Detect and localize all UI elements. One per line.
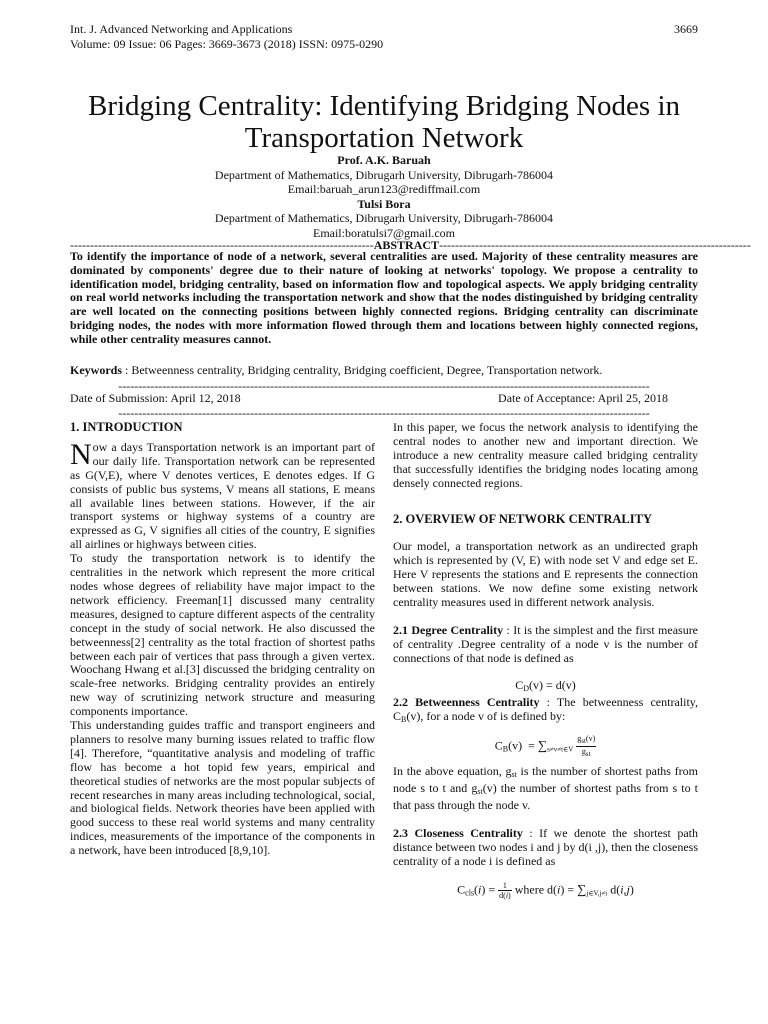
paragraph — [70, 437, 375, 552]
abstract-label: ABSTRACT — [373, 238, 440, 252]
fraction: $\frac{\text{gst(v)}}{\text{gst}}$ — [577, 734, 596, 759]
keywords-list: : Betweenness centrality, Bridging centrality, Bridging coefficient, Degree, Transportation network. — [122, 363, 603, 377]
author-affiliation: Department of Mathematics, Dibrugarh University, Dibrugarh-786004 — [214, 167, 554, 182]
paragraph-text: ow a days Transportation network is an important part of our daily life. Transportation network can be represented as G(V,E), where V denotes vertices, E denotes edges. If G consists of public bus systems, V means all stations, E means all available lines between stations. However, if the air transport systems or highway systems of a country are expressed as G, V signifies all cities of the country, E signifies all airlines or highways between cities. — [70, 439, 375, 552]
paragraph — [393, 827, 698, 869]
paragraph — [393, 624, 698, 666]
volume-info: Volume: 09 Issue: 06 Pages: 3669-3673 (2018) ISSN: 0975-0290 — [70, 37, 384, 51]
paper-title: Bridging Centrality: Identifying Bridging Nodes in Transportation Network — [87, 90, 681, 154]
author-name: Prof. A.K. Baruah — [337, 153, 431, 167]
paragraph-text: In the above equation, — [393, 764, 506, 779]
left-column — [70, 421, 375, 858]
dates-line — [70, 391, 698, 405]
paragraph: In the above equation, $g_{st}$ is the number of shortest paths from node s to t and $g_{st}(v)$ the number of shortest paths from s to t that pass through the node v. — [393, 764, 698, 813]
fraction: $\frac{1}{d(i)}$ — [499, 880, 511, 900]
subsection-heading: 2.1 Degree Centrality — [393, 622, 504, 637]
running-header — [70, 22, 383, 52]
paragraph-text: : It is the simplest and the first measure of centrality .Degree centrality of a node v is the number of connections of that node is defined as — [393, 622, 699, 665]
divider: ------------------------------------------------------------------------------------------------------------------------------------- — [118, 379, 650, 393]
author-affiliation: Department of Mathematics, Dibrugarh University, Dibrugarh-786004 — [214, 211, 554, 225]
submission-date: Date of Submission: April 12, 2018 — [70, 391, 241, 405]
keywords-line — [70, 363, 698, 377]
subscript: B — [401, 714, 407, 724]
dash-rule: ------------------------------------------------------------------------------ — [439, 238, 751, 252]
keywords-label: Keywords — [70, 363, 122, 377]
equation-betweenness: $C_B(v)$ = ∑s≠v≠t∈V $\frac{\text{gst(v)}}{\text{gst}}$ — [494, 734, 596, 759]
paragraph-text: : The betweenness centrality, C — [393, 694, 699, 723]
author-block — [70, 153, 698, 240]
author-email: Email:baruah_arun123@rediffmail.com — [287, 182, 481, 196]
author-name: Tulsi Bora — [357, 196, 411, 211]
drop-cap: N — [70, 437, 92, 471]
equation-closeness: $C_{cls}(i)$ = $\frac{1}{d(i)}$ where d(i) = ∑j∈V,j≠i d(i,j) — [457, 880, 634, 900]
dash-rule: ---------------------------------------------------------------------------- — [70, 238, 374, 252]
paragraph-text: is the number of shortest paths from node s to t and — [393, 764, 698, 796]
divider: ------------------------------------------------------------------------------------------------------------------------------------- — [118, 406, 650, 420]
paragraph-text: (v) the number of shortest paths from s to t that pass through the node v. — [393, 781, 698, 813]
section-heading: 2. OVERVIEW OF NETWORK CENTRALITY — [393, 511, 652, 526]
author-email: Email:boratulsi7@gmail.com — [312, 225, 456, 240]
paragraph: In this paper, we focus the network analysis to identifying the central nodes to another new and important direction. We introduce a new centrality measure called bridging centrality that successfully identifies the bridging nodes locating among densely connected regions. — [393, 420, 698, 490]
paragraph-text: (v), for a node v of is defined by: — [406, 708, 566, 723]
abstract-text: To identify the importance of node of a network, several centralities are used. Majority of these centrality measures are dominated by components' degree due to their nature of looking at networks' topology. We propose a centrality to identification model, bridging centrality, based on information flow and topological aspects. We apply bridging centrality on real world networks including the transportation network and show that the nodes distinguished by bridging centrality are well located on the connecting positions between highly connected regions. Bridging centrality can discriminate bridging nodes, the nodes with more information flowed through them and locations between highly connected regions, while other centrality measures cannot. — [70, 249, 698, 346]
acceptance-date: Date of Acceptance: April 25, 2018 — [498, 391, 668, 405]
subsection-heading: 2.2 Betweenness Centrality — [393, 694, 540, 709]
paragraph — [393, 696, 698, 727]
equation-degree: $C_D(v) = d(v)$ — [515, 677, 576, 693]
page-number: 3669 — [674, 22, 698, 36]
right-column — [393, 421, 698, 901]
journal-name: Int. J. Advanced Networking and Applications — [70, 22, 293, 36]
paragraph: This understanding guides traffic and transport engineers and planners to resolve many burning issues related to traffic flow [4]. Therefore, “quantitative analysis and modeling of traffic flow has become a hot topid few years, empirical and theoretical studies of networks are the most popular subjects of recent researches in many areas including technological, social, and biological fields. Network theories have been applied with good success to these real world systems and many centrality indices, measurements of the importance of the components in a network, have been introduced [8,9,10]. — [70, 718, 375, 858]
paragraph: Our model, a transportation network as an undirected graph which is represented by (V, E) with node set V and edge set E. Here V represents the stations and E represents the connection between stations. We now define some existing network centrality measures used in different network analysis. — [393, 539, 698, 610]
paragraph-text: : If we denote the shortest path distance between two nodes i and j by d(i ,j), then the closeness centrality of a node i is defined as — [393, 826, 698, 868]
paragraph: To study the transportation network is to identify the centralities in the network which represent the more critical nodes whose degrees of reliability have major impact to the network efficiency. Freeman[1] discussed many centrality measures, designed to capture different aspects of the centrality concept in the study of social network. He also discussed the betweenness[2] centrality as the total fraction of shortest paths between each pair of vertices that pass through a given vertex. Woochang Hwang et al.[3] discussed the bridging centrality on scale-free networks. Bridging centrality provides an entirely new way of scrutinizing network structure and measuring components importance. — [70, 551, 375, 719]
subsection-heading: 2.3 Closeness Centrality — [393, 826, 523, 841]
section-heading: 1. INTRODUCTION — [70, 420, 183, 434]
